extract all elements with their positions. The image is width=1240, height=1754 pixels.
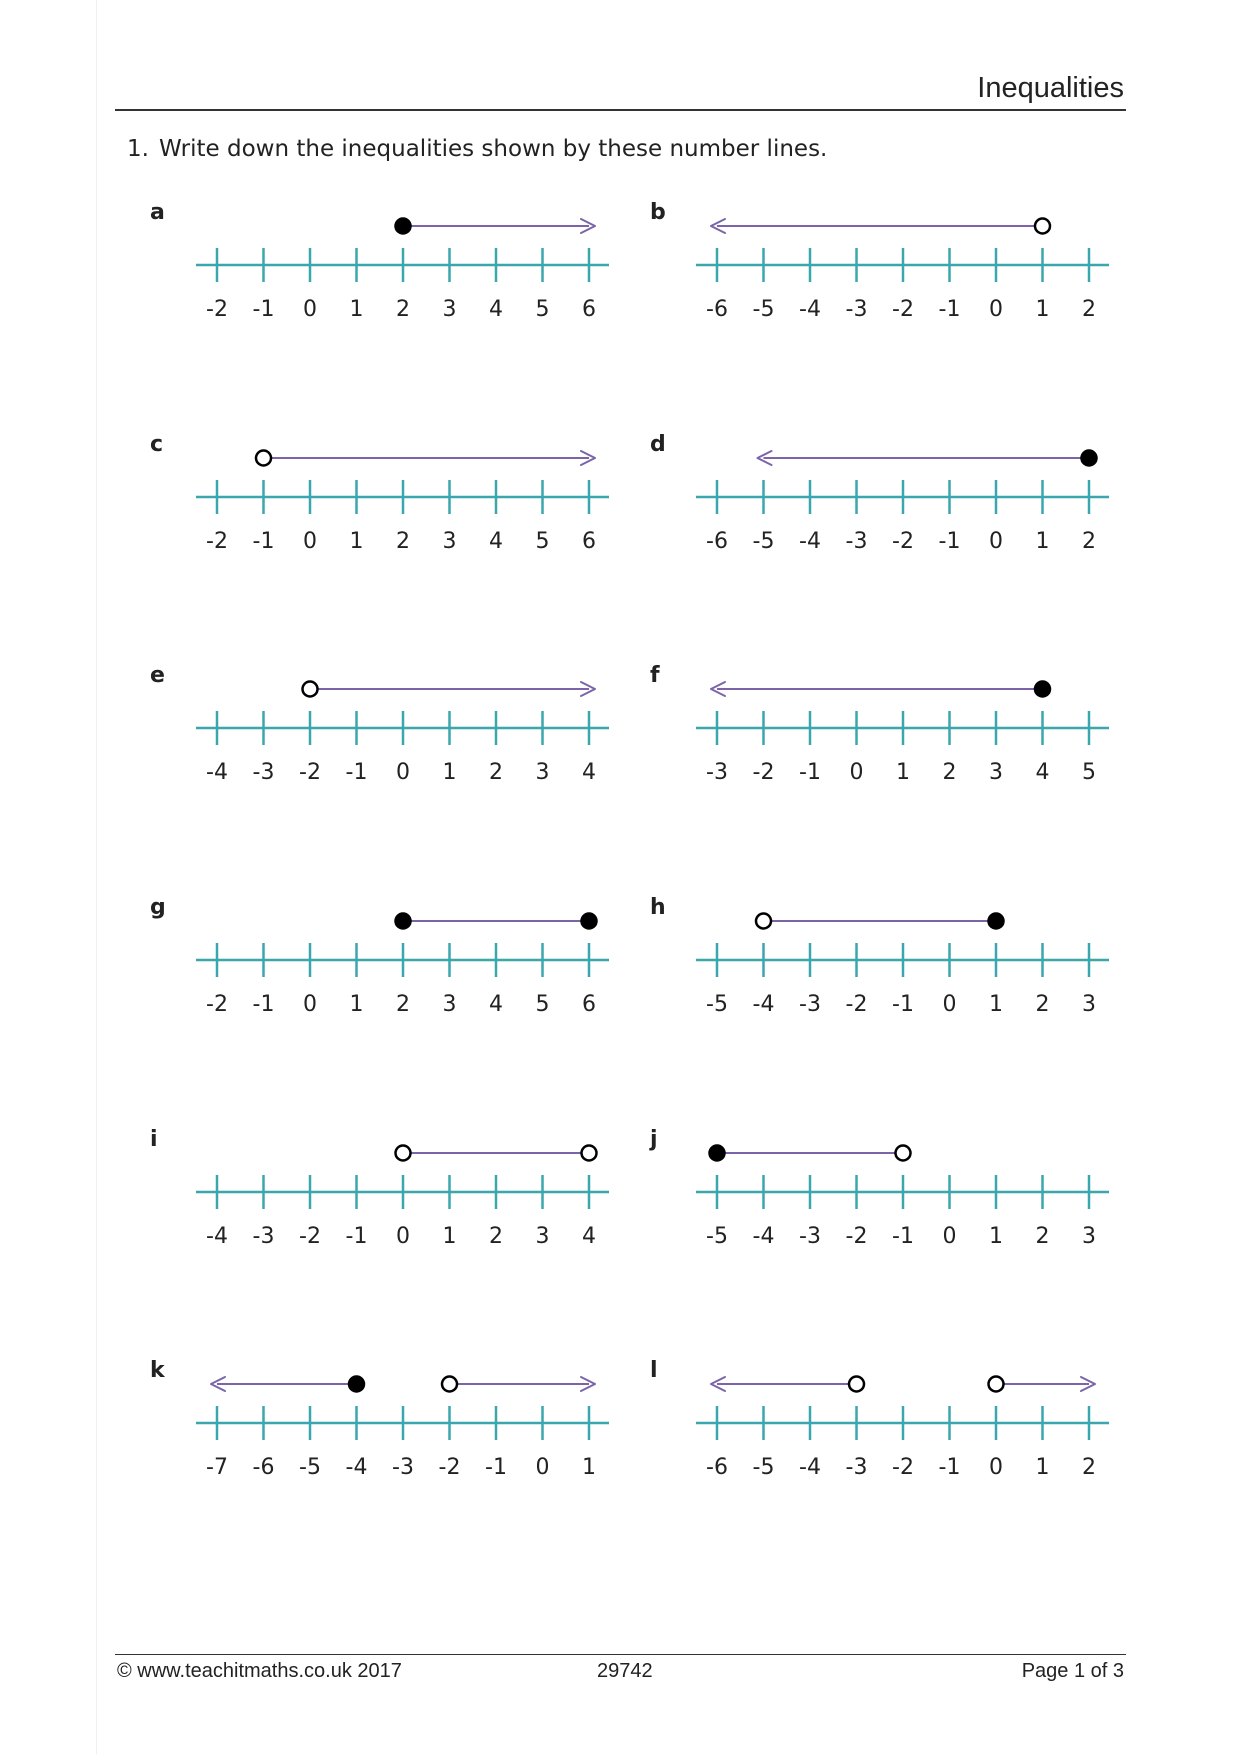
problem-j (650, 1127, 1130, 1307)
tick-label: 3 (535, 760, 550, 785)
tick-label: 0 (396, 760, 410, 785)
tick-label: -6 (252, 1455, 275, 1480)
open-circle (582, 1146, 597, 1161)
tick-label: 0 (303, 297, 317, 322)
problem-b (650, 200, 1130, 380)
tick-label: 5 (1082, 760, 1096, 785)
footer-code: 29742 (597, 1660, 653, 1682)
question-1 (127, 136, 827, 162)
tick-label: 2 (489, 760, 503, 785)
tick-label: -4 (206, 760, 228, 785)
tick-label: 2 (1082, 1455, 1096, 1480)
open-circle (1035, 219, 1050, 234)
problem-letter: l (650, 1358, 658, 1383)
tick-label: -1 (799, 760, 821, 785)
tick-label: 4 (1035, 760, 1050, 785)
closed-circle (1035, 682, 1050, 697)
tick-label: 1 (442, 1224, 457, 1249)
tick-label: 1 (989, 1224, 1003, 1249)
tick-label: 0 (989, 529, 1003, 554)
open-circle (303, 682, 318, 697)
tick-label: -2 (438, 1455, 461, 1480)
tick-label: 1 (349, 297, 364, 322)
tick-label: -7 (206, 1455, 228, 1480)
question-number: 1. (127, 136, 149, 162)
closed-circle (710, 1146, 725, 1161)
tick-label: 2 (1082, 297, 1096, 322)
tick-label: -1 (938, 529, 961, 554)
problem-letter: d (650, 432, 666, 457)
tick-label: -2 (206, 297, 228, 322)
tick-label: 2 (396, 297, 410, 322)
page-title: Inequalities (977, 72, 1124, 104)
tick-label: -2 (299, 760, 321, 785)
tick-label: 1 (1035, 529, 1050, 554)
closed-circle (396, 914, 411, 929)
tick-label: -3 (845, 1455, 868, 1480)
problem-e (150, 663, 630, 843)
number-line (690, 1127, 1110, 1247)
problem-k (150, 1358, 630, 1538)
problem-letter: j (650, 1127, 658, 1152)
tick-label: -2 (892, 297, 914, 322)
tick-label: 1 (1035, 297, 1050, 322)
number-line (690, 895, 1110, 1015)
problem-letter: k (150, 1358, 165, 1383)
open-circle (989, 1377, 1004, 1392)
problem-g (150, 895, 630, 1075)
tick-label: 3 (1082, 992, 1096, 1017)
tick-label: 6 (582, 992, 596, 1017)
tick-label: 3 (989, 760, 1003, 785)
tick-label: -5 (299, 1455, 321, 1480)
problem-a (150, 200, 630, 380)
tick-label: -1 (252, 297, 275, 322)
tick-label: -2 (206, 992, 228, 1017)
tick-label: 1 (582, 1455, 596, 1480)
tick-label: -4 (799, 297, 821, 322)
tick-label: -3 (799, 992, 821, 1017)
tick-label: -4 (799, 529, 821, 554)
tick-label: -4 (752, 1224, 775, 1249)
problem-letter: b (650, 200, 666, 225)
number-line (690, 432, 1110, 552)
tick-label: -2 (206, 529, 228, 554)
tick-label: 0 (989, 1455, 1003, 1480)
tick-label: 6 (582, 297, 596, 322)
tick-label: 4 (489, 529, 503, 554)
page-edge (96, 0, 97, 1754)
tick-label: -4 (799, 1455, 821, 1480)
problem-letter: h (650, 895, 666, 920)
number-line (190, 200, 610, 320)
closed-circle (349, 1377, 364, 1392)
tick-label: -1 (252, 992, 275, 1017)
tick-label: 0 (535, 1455, 550, 1480)
tick-label: 3 (442, 992, 457, 1017)
tick-label: 5 (535, 297, 550, 322)
tick-label: 2 (1035, 1224, 1050, 1249)
tick-label: -5 (752, 297, 775, 322)
tick-label: -6 (706, 297, 728, 322)
tick-label: -4 (752, 992, 775, 1017)
header-rule (115, 109, 1126, 111)
tick-label: -1 (345, 1224, 368, 1249)
tick-label: -2 (892, 529, 914, 554)
tick-label: 3 (442, 529, 457, 554)
tick-label: -5 (706, 1224, 728, 1249)
tick-label: -2 (752, 760, 775, 785)
tick-label: 2 (396, 992, 410, 1017)
question-text: Write down the inequalities shown by these number lines. (158, 136, 828, 162)
problem-l (650, 1358, 1130, 1538)
problem-c (150, 432, 630, 612)
tick-label: -4 (345, 1455, 368, 1480)
tick-label: -2 (845, 1224, 868, 1249)
tick-label: 0 (942, 1224, 957, 1249)
tick-label: 0 (849, 760, 864, 785)
tick-label: -1 (252, 529, 275, 554)
tick-label: -3 (252, 760, 275, 785)
number-line (190, 895, 610, 1015)
number-line (190, 1358, 610, 1478)
problem-letter: c (150, 432, 164, 457)
tick-label: 3 (535, 1224, 550, 1249)
tick-label: 0 (303, 529, 317, 554)
tick-label: 2 (1082, 529, 1096, 554)
footer-copyright: © www.teachitmaths.co.uk 2017 (117, 1660, 402, 1682)
tick-label: 2 (396, 529, 410, 554)
tick-label: 0 (396, 1224, 410, 1249)
tick-label: -2 (845, 992, 868, 1017)
tick-label: 2 (942, 760, 957, 785)
tick-label: -4 (206, 1224, 228, 1249)
open-circle (256, 451, 271, 466)
tick-label: -3 (799, 1224, 821, 1249)
tick-label: -1 (892, 1224, 914, 1249)
tick-label: 1 (1035, 1455, 1050, 1480)
tick-label: 2 (489, 1224, 503, 1249)
tick-label: -2 (299, 1224, 321, 1249)
problem-d (650, 432, 1130, 612)
tick-label: -2 (892, 1455, 914, 1480)
tick-label: -1 (345, 760, 368, 785)
number-line (190, 432, 610, 552)
footer-rule (115, 1654, 1126, 1655)
tick-label: 4 (489, 992, 503, 1017)
tick-label: -6 (706, 1455, 728, 1480)
footer-page: Page 1 of 3 (1021, 1660, 1124, 1682)
tick-label: 1 (349, 992, 364, 1017)
tick-label: 3 (1082, 1224, 1096, 1249)
tick-label: -1 (938, 297, 961, 322)
tick-label: -5 (752, 1455, 775, 1480)
tick-label: -1 (938, 1455, 961, 1480)
problem-letter: f (650, 663, 660, 688)
tick-label: 0 (989, 297, 1003, 322)
tick-label: 6 (582, 529, 596, 554)
tick-label: 4 (582, 760, 596, 785)
tick-label: 5 (535, 529, 550, 554)
tick-label: -3 (845, 297, 868, 322)
tick-label: -1 (485, 1455, 507, 1480)
problem-i (150, 1127, 630, 1307)
open-circle (849, 1377, 864, 1392)
problem-letter: i (150, 1127, 158, 1152)
tick-label: -3 (845, 529, 868, 554)
number-line (190, 1127, 610, 1247)
number-line (190, 663, 610, 783)
closed-circle (1082, 451, 1097, 466)
problem-h (650, 895, 1130, 1075)
tick-label: 2 (1035, 992, 1050, 1017)
problem-letter: g (150, 895, 166, 920)
tick-label: 1 (442, 760, 457, 785)
problem-f (650, 663, 1130, 843)
number-line (690, 200, 1110, 320)
tick-label: 0 (942, 992, 957, 1017)
tick-label: -5 (706, 992, 728, 1017)
open-circle (442, 1377, 457, 1392)
closed-circle (396, 219, 411, 234)
open-circle (396, 1146, 411, 1161)
tick-label: -3 (706, 760, 728, 785)
tick-label: -5 (752, 529, 775, 554)
number-line (690, 663, 1110, 783)
tick-label: 1 (989, 992, 1003, 1017)
closed-circle (582, 914, 597, 929)
tick-label: 5 (535, 992, 550, 1017)
number-line (690, 1358, 1110, 1478)
tick-label: -3 (392, 1455, 414, 1480)
open-circle (756, 914, 771, 929)
tick-label: 4 (582, 1224, 596, 1249)
tick-label: 1 (896, 760, 910, 785)
tick-label: -3 (252, 1224, 275, 1249)
tick-label: -1 (892, 992, 914, 1017)
closed-circle (989, 914, 1004, 929)
open-circle (896, 1146, 911, 1161)
tick-label: 0 (303, 992, 317, 1017)
problem-letter: e (150, 663, 165, 688)
tick-label: 4 (489, 297, 503, 322)
tick-label: 1 (349, 529, 364, 554)
tick-label: 3 (442, 297, 457, 322)
tick-label: -6 (706, 529, 728, 554)
problem-letter: a (150, 200, 165, 225)
